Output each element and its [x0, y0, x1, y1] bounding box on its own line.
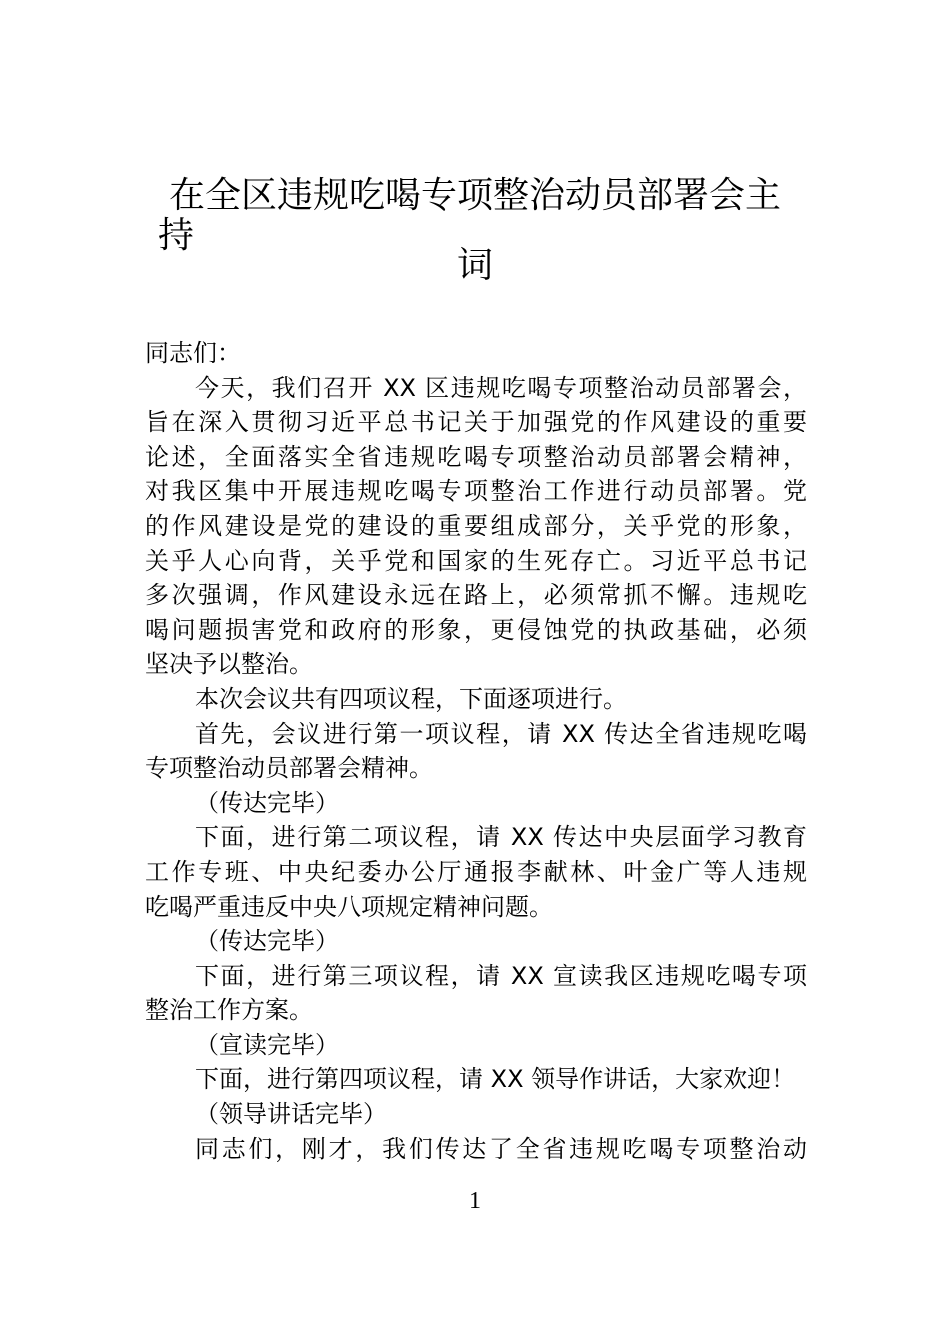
text-line: 坚决予以整治。 [145, 650, 313, 679]
document-title-line-2: 词 [456, 245, 493, 286]
text-line: （领导讲话完毕） [195, 1100, 387, 1129]
text-line: 下面，进行第三项议程，请 XX 宣读我区违规吃喝专项 [195, 961, 807, 990]
text-line: 多次强调，作风建设永远在路上，必须常抓不懈。违规吃 [145, 581, 807, 610]
text-line: 下面，进行第四项议程，请 XX 领导作讲话，大家欢迎！ [195, 1065, 796, 1094]
text-line: 整治工作方案。 [145, 996, 313, 1025]
text-line: （宣读完毕） [195, 1030, 339, 1059]
page-number: 1 [469, 1188, 481, 1214]
text-line: 论述，全面落实全省违规吃喝专项整治动员部署会精神， [145, 442, 807, 471]
text-line: 对我区集中开展违规吃喝专项整治工作进行动员部署。党 [145, 477, 807, 506]
text-line: 今天，我们召开 XX 区违规吃喝专项整治动员部署会， [195, 373, 807, 402]
text-line: （传达完毕） [195, 788, 339, 817]
text-line: 的作风建设是党的建设的重要组成部分，关乎党的形象， [145, 511, 807, 540]
text-line: 旨在深入贯彻习近平总书记关于加强党的作风建设的重要 [145, 408, 807, 437]
text-line: 关乎人心向背，关乎党和国家的生死存亡。习近平总书记 [145, 546, 807, 575]
text-line: 本次会议共有四项议程，下面逐项进行。 [195, 684, 627, 713]
text-line: 下面，进行第二项议程，请 XX 传达中央层面学习教育 [195, 823, 807, 852]
text-line: 首先，会议进行第一项议程，请 XX 传达全省违规吃喝 [195, 719, 807, 748]
text-line: 同志们： [145, 339, 241, 367]
text-line: 同志们，刚才，我们传达了全省违规吃喝专项整治动 [195, 1134, 807, 1163]
text-line: 专项整治动员部署会精神。 [145, 754, 433, 783]
text-line: （传达完毕） [195, 927, 339, 956]
document-title-line-1: 在全区违规吃喝专项整治动员部署会主持 [158, 175, 781, 256]
document-body [145, 336, 807, 1166]
text-line: 吃喝严重违反中央八项规定精神问题。 [145, 892, 553, 921]
text-line: 喝问题损害党和政府的形象，更侵蚀党的执政基础，必须 [145, 615, 807, 644]
text-line: 工作专班、中央纪委办公厅通报李献林、叶金广等人违规 [145, 857, 807, 886]
